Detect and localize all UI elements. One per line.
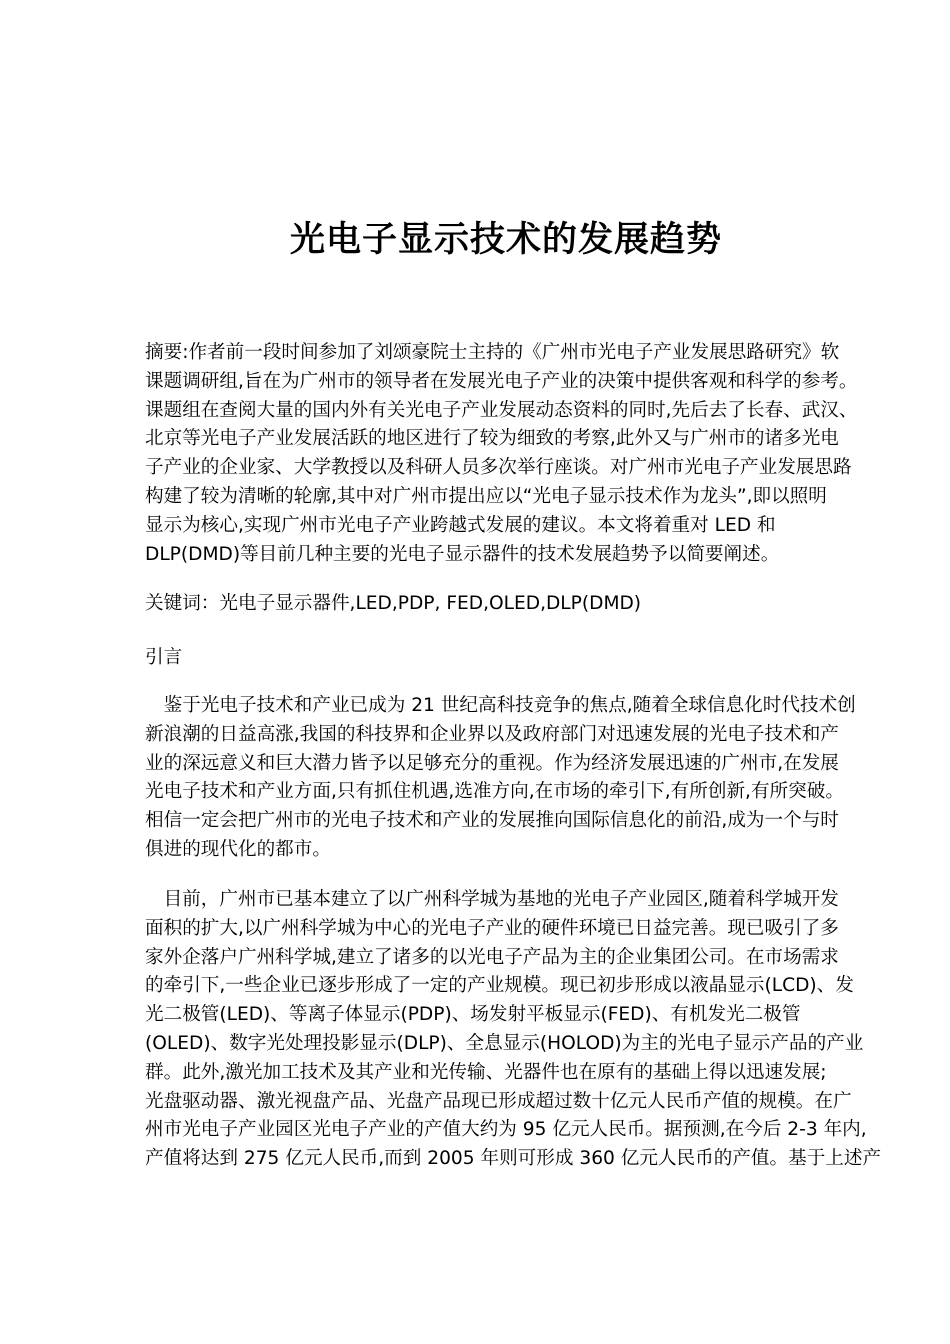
paragraph-line: 鉴于光电子技术和产业已成为 21 世纪高科技竞争的焦点,随着全球信息化时代技术创 bbox=[145, 695, 856, 716]
paragraph-line: 光盘驱动器、激光视盘产品、光盘产品现已形成超过数十亿元人民币产值的规模。在广 bbox=[145, 1090, 852, 1112]
paragraph-line: 州市光电子产业园区光电子产业的产值大约为 95 亿元人民币。据预测,在今后 2-3 年内, bbox=[145, 1119, 867, 1141]
abstract-line: 显示为核心,实现广州市光电子产业跨越式发展的建议。本文将着重对 LED 和 bbox=[145, 514, 776, 536]
document-title: 光电子显示技术的发展趋势 bbox=[289, 220, 722, 260]
body-paragraph-1 bbox=[145, 692, 880, 865]
abstract-line: 北京等光电子产业发展活跃的地区进行了较为细致的考察,此外又与广州市的诸多光电 bbox=[145, 428, 839, 450]
paragraph-line: 光二极管(LED)、等离子体显示(PDP)、场发射平板显示(FED)、有机发光二极管 bbox=[145, 1004, 801, 1026]
abstract-paragraph bbox=[145, 339, 880, 569]
paragraph-line: 的牵引下,一些企业已逐步形成了一定的产业规模。现已初步形成以液晶显示(LCD)、发 bbox=[145, 975, 854, 997]
keywords-text: 关键词：光电子显示器件,LED,PDP, FED,OLED,DLP(DMD) bbox=[145, 593, 642, 614]
abstract-line: 构建了较为清晰的轮廓,其中对广州市提出应以“光电子显示技术作为龙头”,即以照明 bbox=[145, 485, 827, 507]
abstract-line: 课题调研组,旨在为广州市的领导者在发展光电子产业的决策中提供客观和科学的参考。 bbox=[145, 370, 858, 392]
section-heading-text: 引言 bbox=[145, 647, 183, 668]
body-paragraph-2 bbox=[145, 886, 880, 1174]
abstract-line: 课题组在查阅大量的国内外有关光电子产业发展动态资料的同时,先后去了长春、武汉、 bbox=[145, 399, 858, 421]
paragraph-line: 目前，广州市已基本建立了以广州科学城为基地的光电子产业园区,随着科学城开发 bbox=[145, 889, 839, 910]
abstract-line: 子产业的企业家、大学教授以及科研人员多次举行座谈。对广州市光电子产业发展思路 bbox=[145, 457, 852, 479]
abstract-line: DLP(DMD)等目前几种主要的光电子显示器件的技术发展趋势予以简要阐述。 bbox=[145, 543, 780, 565]
paragraph-line: 相信一定会把广州市的光电子技术和产业的发展推向国际信息化的前沿,成为一个与时 bbox=[145, 810, 839, 832]
paragraph-line: 群。此外,激光加工技术及其产业和光传输、光器件也在原有的基础上得以迅速发展; bbox=[145, 1061, 827, 1083]
paragraph-line: 家外企落户广州科学城,建立了诸多的以光电子产品为主的企业集团公司。在市场需求 bbox=[145, 946, 839, 968]
keywords-line bbox=[145, 590, 880, 619]
section-heading-intro bbox=[145, 644, 880, 673]
paragraph-line: 新浪潮的日益高涨,我国的科技界和企业界以及政府部门对迅速发展的光电子技术和产 bbox=[145, 723, 839, 745]
paragraph-line: 产值将达到 275 亿元人民币,而到 2005 年则可形成 360 亿元人民币的产值。基于上述产 bbox=[145, 1148, 882, 1170]
paragraph-line: 业的深远意义和巨大潜力皆予以足够充分的重视。作为经济发展迅速的广州市,在发展 bbox=[145, 752, 839, 774]
paragraph-line: 俱进的现代化的都市。 bbox=[145, 838, 331, 860]
paragraph-line: 光电子技术和产业方面,只有抓住机遇,选准方向,在市场的牵引下,有所创新,有所突破。 bbox=[145, 781, 844, 803]
paragraph-line: 面积的扩大,以广州科学城为中心的光电子产业的硬件环境已日益完善。现已吸引了多 bbox=[145, 917, 839, 939]
paragraph-line: (OLED)、数字光处理投影显示(DLP)、全息显示(HOLOD)为主的光电子显示产品的产业 bbox=[145, 1032, 864, 1054]
abstract-line: 摘要:作者前一段时间参加了刘颂豪院士主持的《广州市光电子产业发展思路研究》软 bbox=[145, 342, 840, 363]
